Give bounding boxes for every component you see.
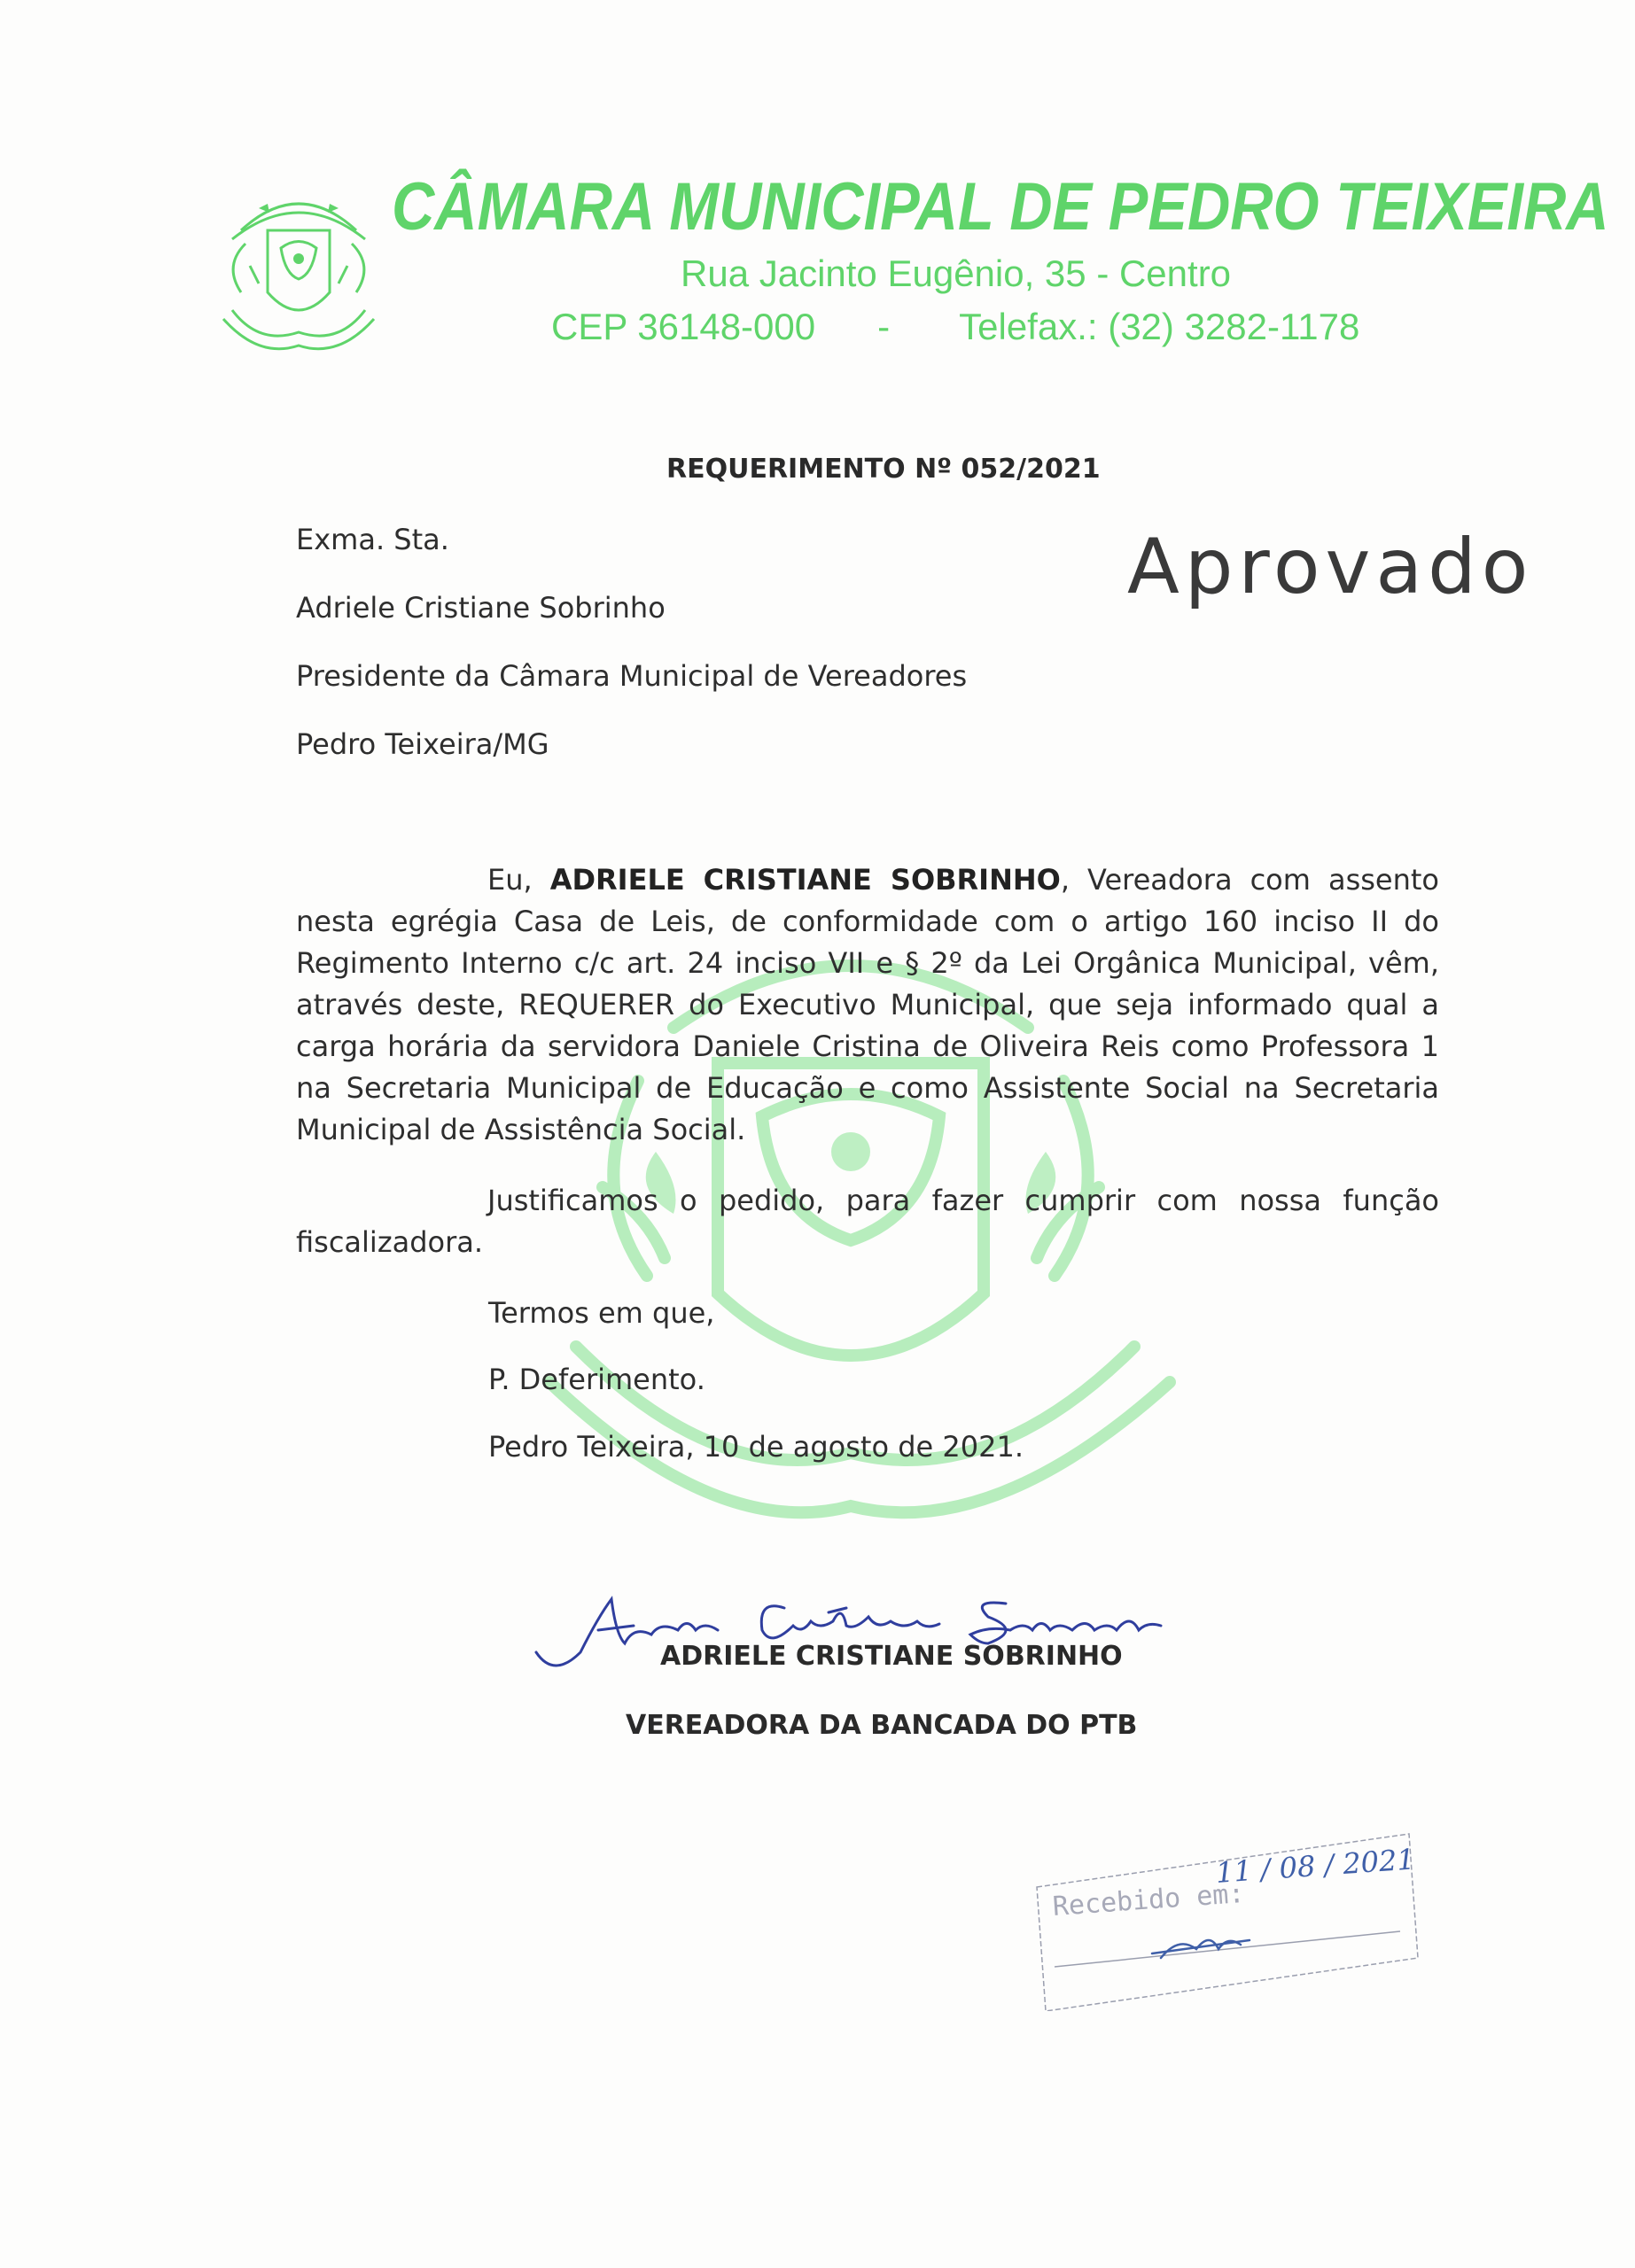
header-contact [551,306,1437,348]
body-paragraph-1 [296,859,1439,1151]
closing-date: Pedro Teixeira, 10 de agosto de 2021. [488,1430,1024,1464]
closing-line-1: Termos em que, [488,1296,715,1330]
body-p1-prefix: Eu, [487,863,550,897]
municipal-seal-icon [206,177,392,363]
body-p2-text: Justificamos o pedido, para fazer cumprir com nossa função fiscalizadora. [296,1184,1439,1259]
recipient-role: Presidente da Câmara Municipal de Vereadores [296,659,968,693]
received-label: Recebido em: [1051,1877,1246,1922]
signatory-name: ADRIELE CRISTIANE SOBRINHO [660,1641,1123,1672]
recipient-name: Adriele Cristiane Sobrinho [296,591,666,625]
header-title: CÂMARA MUNICIPAL DE PEDRO TEIXEIRA [392,169,1609,245]
header-separator: - [877,306,891,347]
body-p1-name: ADRIELE CRISTIANE SOBRINHO [549,863,1061,897]
document-title: REQUERIMENTO Nº 052/2021 [666,454,1101,485]
header-phone: Telefax.: (32) 3282-1178 [959,306,1360,347]
approved-stamp: Aprovado [1127,523,1534,611]
recipient-city: Pedro Teixeira/MG [296,727,549,761]
signatory-role: VEREADORA DA BANCADA DO PTB [626,1710,1138,1741]
header-cep: CEP 36148-000 [551,306,816,347]
closing-line-2: P. Deferimento. [488,1363,705,1396]
header-address: Rua Jacinto Eugênio, 35 - Centro [681,252,1232,294]
body-paragraph-2 [296,1180,1439,1263]
body-p1-text: , Vereadora com assento nesta egrégia Casa de Leis, de conformidade com o artigo 160 inciso II do Regimento Interno c/c art. 24 inciso VII e § 2º da Lei Orgânica Municipal, vêm, através deste, REQUERER do Executivo Municipal, que seja informado qual a carga horária da servidora Daniele Cristina de Oliveira Reis como Professora 1 na Secretaria Municipal de Educação e como Assistente Social na Secretaria Municipal de Assistência Social. [296,863,1440,1146]
received-date: 11 / 08 / 2021 [1214,1842,1416,1890]
recipient-salutation: Exma. Sta. [296,523,449,556]
